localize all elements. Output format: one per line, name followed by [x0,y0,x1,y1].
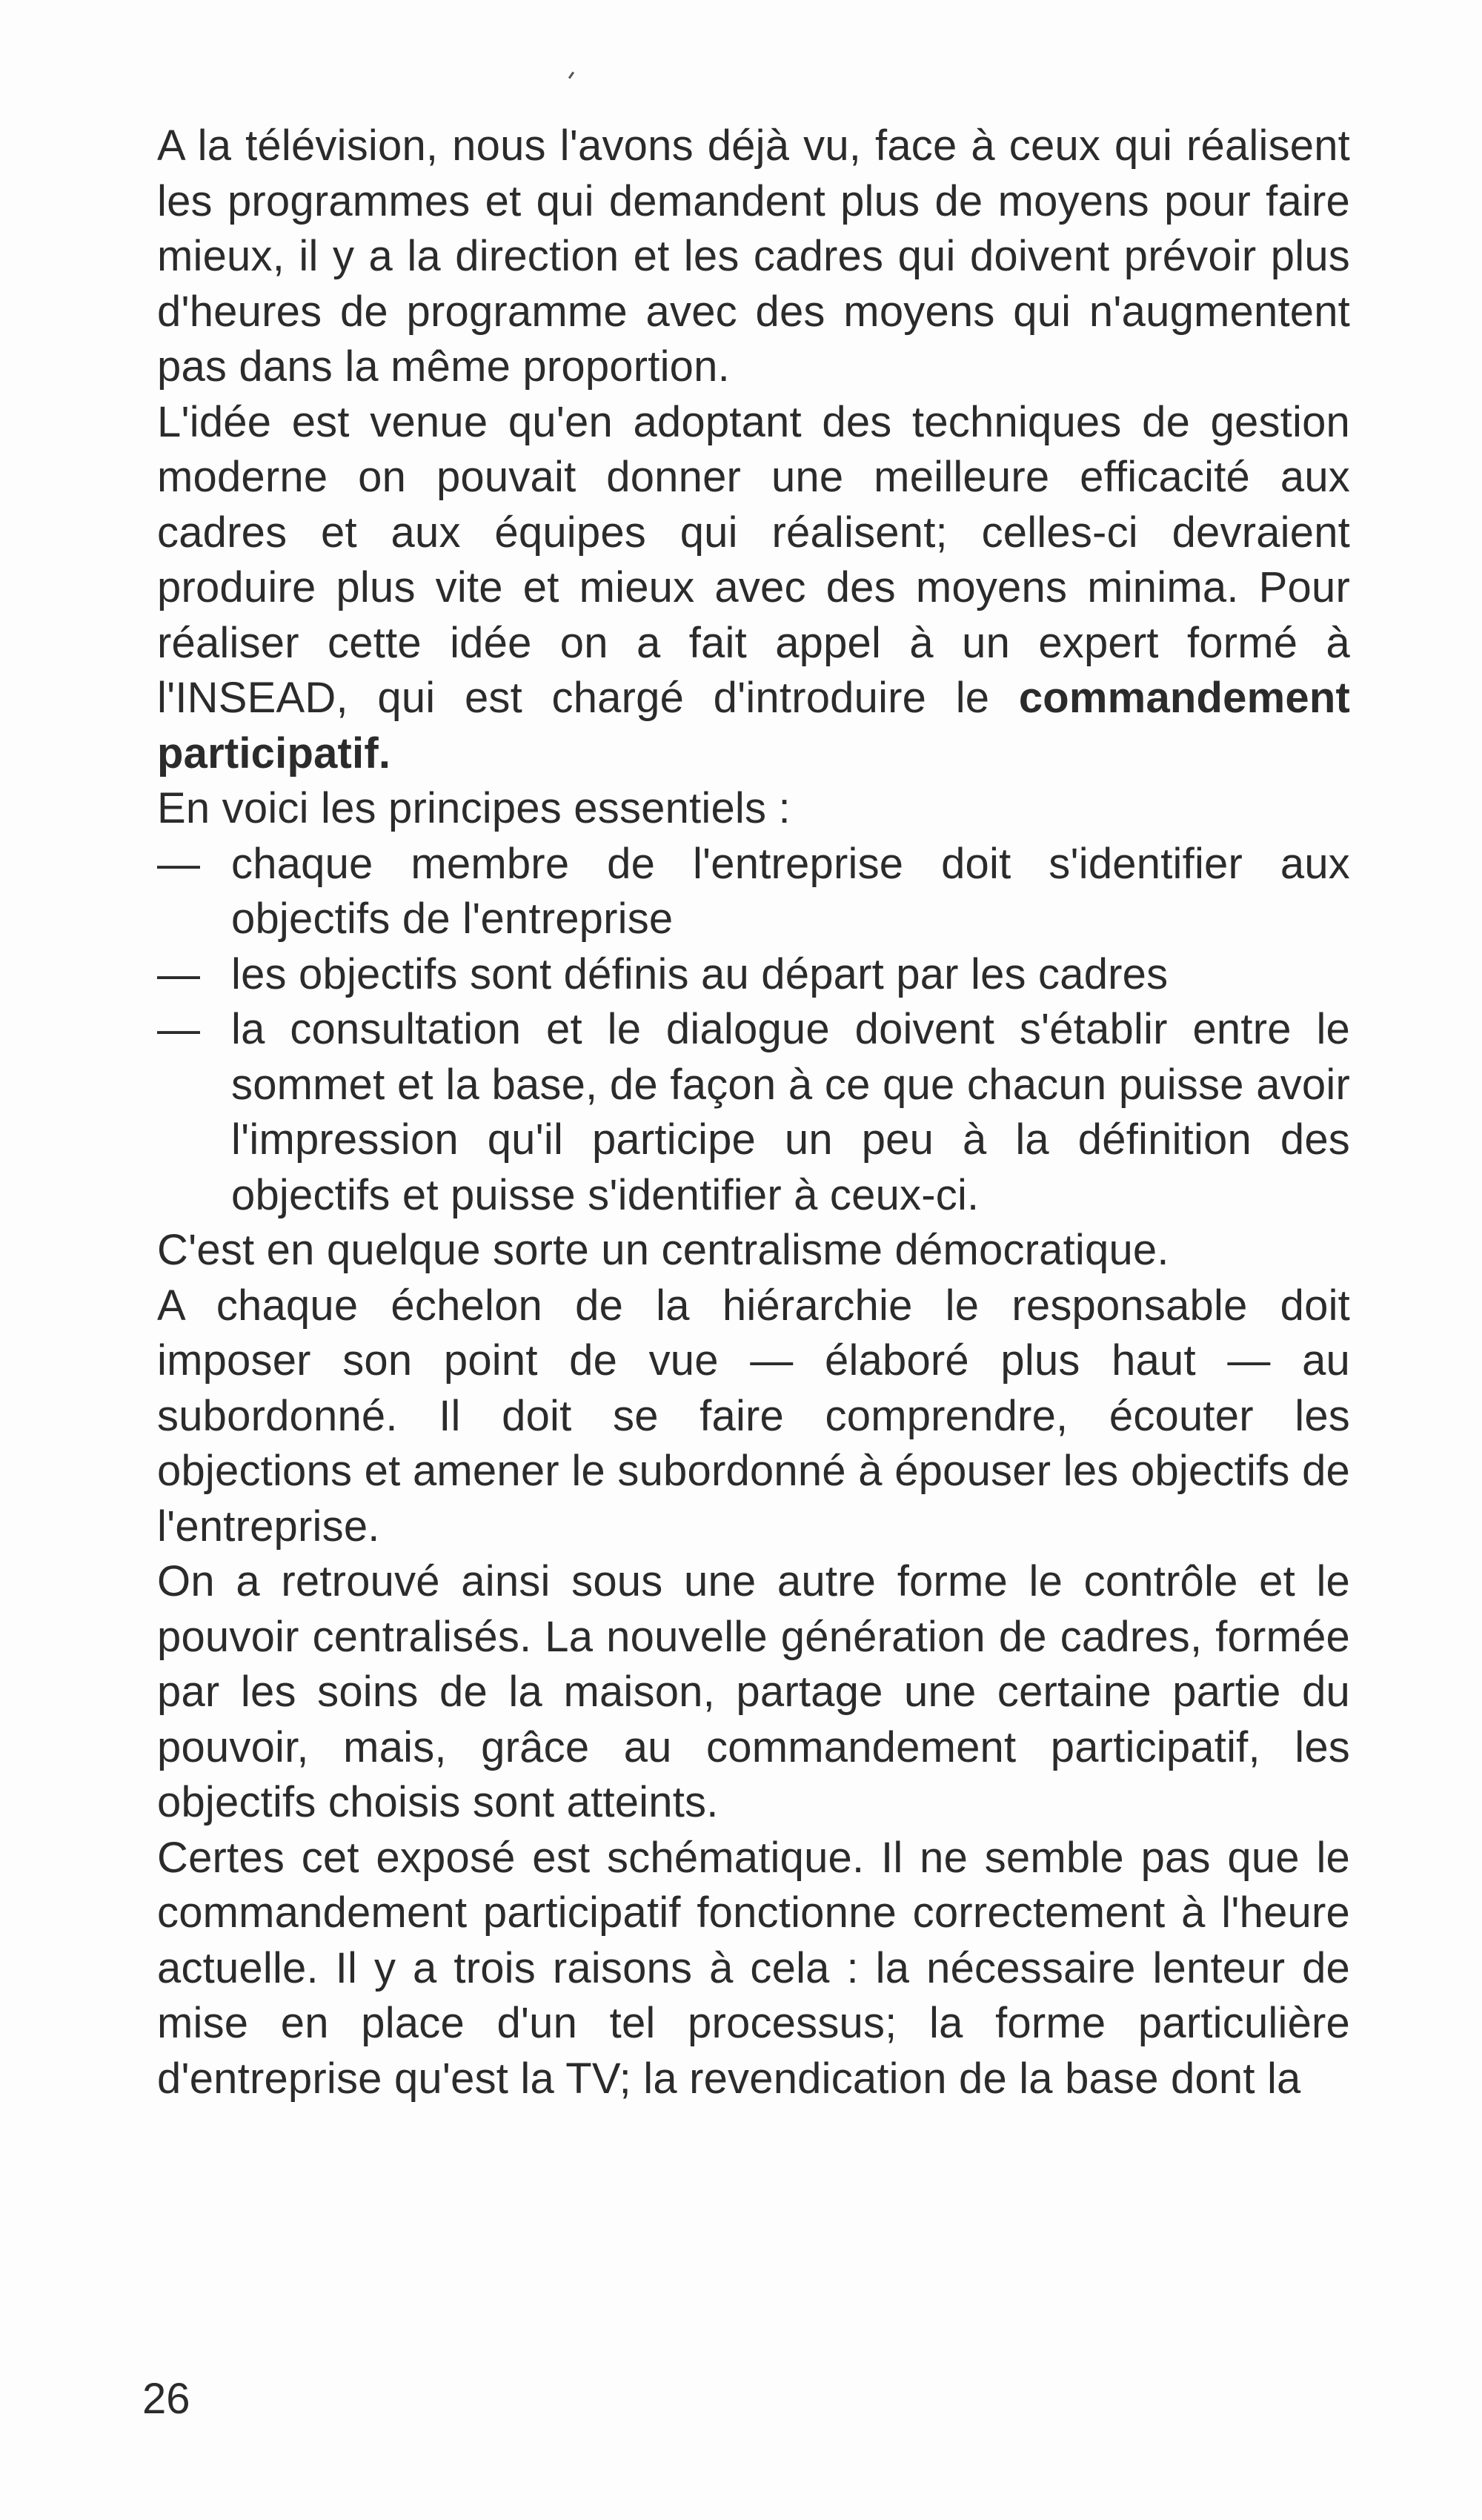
list-item-text: la consultation et le dialogue doivent s'établir entre le sommet et la base, de façon à ce que chacun puisse avoir l'impression qu'il participe un peu à la définition des objectifs et puisse s'identifier à ceux-ci. [231,1005,1350,1219]
list-item [157,1002,1350,1223]
list-item [157,947,1350,1003]
stray-mark [568,72,574,79]
commandement-participatif-emphasis: commandement participatif. [157,674,1350,777]
paragraph-controle: On a retrouvé ainsi sous une autre forme le contrôle et le pouvoir centralisés. La nouvelle génération de cadres, formée par les soins de la maison, partage une certaine partie du pouvoir, mais, grâce au commandement participatif, les objectifs choisis sont atteints. [157,1557,1350,1826]
dash-marker: — [157,1005,201,1053]
list-item-text: les objectifs sont définis au départ par les cadres [231,949,1169,998]
paragraph-centralisme: C'est en quelque sorte un centralisme démocratique. [157,1226,1169,1274]
paragraph-hierarchie: A chaque échelon de la hiérarchie le responsable doit imposer son point de vue — élaboré plus haut — au subordonné. Il doit se faire comprendre, écouter les objections et amener le subordonné à épouser les objectifs de l'entreprise. [157,1281,1350,1551]
list-item-text: chaque membre de l'entreprise doit s'identifier aux objectifs de l'entreprise [231,839,1350,943]
dash-marker: — [157,839,201,888]
dash-marker: — [157,949,201,998]
paragraph-television: A la télévision, nous l'avons déjà vu, face à ceux qui réalisent les programmes et qui demandent plus de moyens pour faire mieux, il y a la direction et les cadres qui doivent prévoir plus d'heures de programme avec des moyens qui n'augmentent pas dans la même proportion. [157,122,1350,391]
body-text [157,119,1350,2106]
list-item [157,837,1350,947]
principles-list [157,837,1350,1224]
paragraph-gestion-text: L'idée est venue qu'en adoptant des techniques de gestion moderne on pouvait donner une meilleure efficacité aux cadres et aux équipes qui réalisent; celles-ci devraient produire plus vite et mieux avec des moyens minima. Pour réaliser cette idée on a fait appel à un expert formé à l'INSEAD, qui est chargé d'introduire le [157,397,1350,722]
paragraph-principes: En voici les principes essentiels : [157,784,791,832]
paragraph-schematique: Certes cet exposé est schématique. Il ne semble pas que le commandement participatif fonctionne correctement à l'heure actuelle. Il y a trois raisons à cela : la nécessaire lenteur de mise en place d'un tel processus; la forme particulière d'entreprise qu'est la TV; la revendication de la base dont la [157,1833,1350,2103]
paragraph-gestion [157,395,1350,782]
page-number: 26 [142,2375,190,2423]
